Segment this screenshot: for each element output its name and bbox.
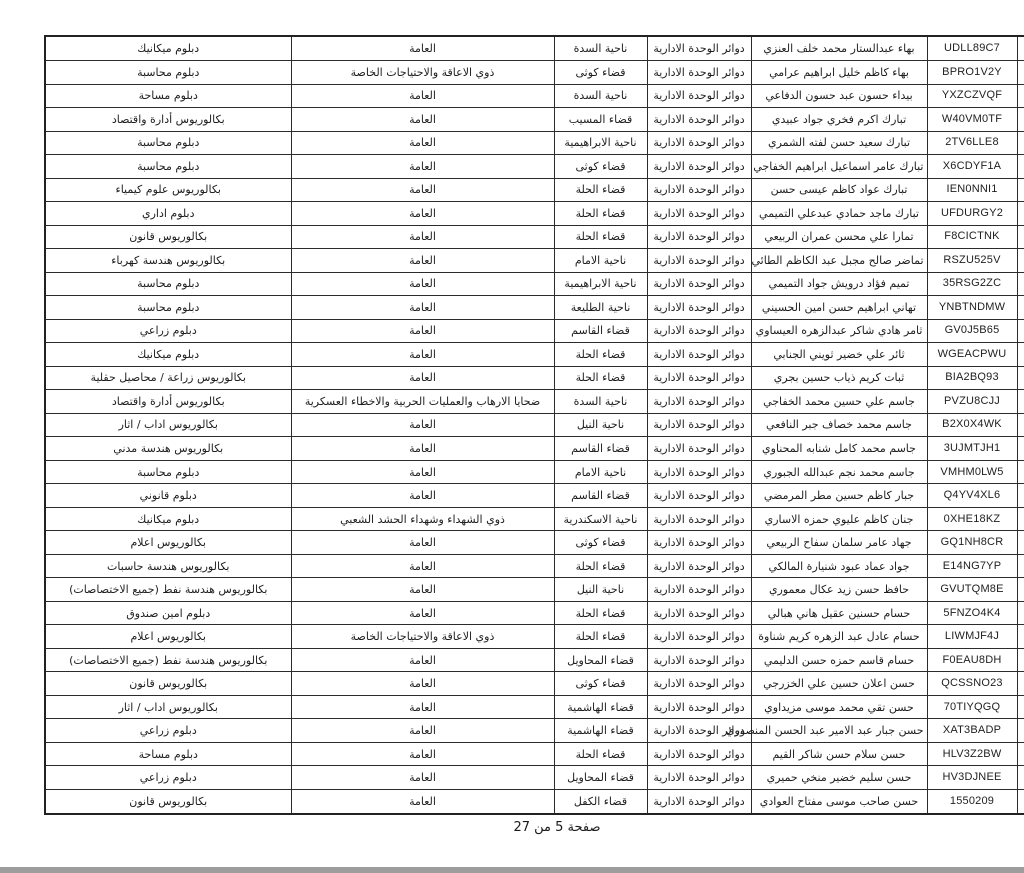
cell-education: دبلوم محاسبة	[45, 60, 291, 84]
cell-category: العامة	[291, 766, 554, 790]
cell-code: GV0J5B65	[927, 319, 1017, 343]
cell-name: تبارك ماجد حمادي عبدعلي التميمي	[751, 202, 927, 226]
table-row	[45, 648, 1024, 672]
cell-location: ناحية السدة	[554, 84, 647, 108]
cell-name: ثائر علي خضير ثويني الجنابي	[751, 343, 927, 367]
cell-location: ناحية السدة	[554, 390, 647, 414]
cell-location: ناحية الطليعة	[554, 296, 647, 320]
cell-code: Q4YV4XL6	[927, 484, 1017, 508]
cell-name: حسن سليم خضير منخي حميري	[751, 766, 927, 790]
cell-unit: دوائر الوحدة الادارية	[647, 531, 751, 555]
cell-location: ناحية السدة	[554, 36, 647, 60]
cell-unit: دوائر الوحدة الادارية	[647, 648, 751, 672]
cell-extra-clipped	[1017, 178, 1024, 202]
cell-education: دبلوم محاسبة	[45, 131, 291, 155]
cell-unit: دوائر الوحدة الادارية	[647, 789, 751, 814]
cell-extra-clipped	[1017, 601, 1024, 625]
cell-education: بكالوريوس هندسة نفط (جميع الاختصاصات)	[45, 648, 291, 672]
table-row	[45, 531, 1024, 555]
cell-extra-clipped	[1017, 343, 1024, 367]
cell-code: HLV3Z2BW	[927, 742, 1017, 766]
table-row	[45, 578, 1024, 602]
cell-code: IEN0NNI1	[927, 178, 1017, 202]
cell-code: HV3DJNEE	[927, 766, 1017, 790]
cell-name: ثامر هادي شاكر عبدالزهره العيساوي	[751, 319, 927, 343]
cell-category: العامة	[291, 319, 554, 343]
cell-location: قضاء كوثى	[554, 60, 647, 84]
cell-education: بكالوريوس قانون	[45, 225, 291, 249]
cell-location: قضاء القاسم	[554, 437, 647, 461]
cell-extra-clipped	[1017, 390, 1024, 414]
table-row	[45, 60, 1024, 84]
cell-code: F0EAU8DH	[927, 648, 1017, 672]
cell-unit: دوائر الوحدة الادارية	[647, 36, 751, 60]
table-row	[45, 84, 1024, 108]
cell-location: قضاء المحاويل	[554, 648, 647, 672]
table-row	[45, 249, 1024, 273]
cell-code: GVUTQM8E	[927, 578, 1017, 602]
cell-unit: دوائر الوحدة الادارية	[647, 507, 751, 531]
cell-code: B2X0X4WK	[927, 413, 1017, 437]
cell-extra-clipped	[1017, 719, 1024, 743]
cell-unit: دوائر الوحدة الادارية	[647, 319, 751, 343]
cell-unit: دوائر الوحدة الادارية	[647, 178, 751, 202]
cell-category: العامة	[291, 155, 554, 179]
cell-education: دبلوم امين صندوق	[45, 601, 291, 625]
cell-location: قضاء الحلة	[554, 366, 647, 390]
cell-education: دبلوم زراعي	[45, 319, 291, 343]
cell-code: YXZCZVQF	[927, 84, 1017, 108]
cell-location: قضاء الحلة	[554, 625, 647, 649]
cell-name: حسن صاحب موسى مفتاح العوادي	[751, 789, 927, 814]
cell-extra-clipped	[1017, 742, 1024, 766]
cell-extra-clipped	[1017, 108, 1024, 132]
cell-unit: دوائر الوحدة الادارية	[647, 60, 751, 84]
cell-extra-clipped	[1017, 249, 1024, 273]
table-row	[45, 672, 1024, 696]
cell-category: العامة	[291, 531, 554, 555]
cell-name: تميم فؤاد درويش جواد التميمي	[751, 272, 927, 296]
cell-extra-clipped	[1017, 60, 1024, 84]
cell-name: جنان كاظم عليوي حمزه الاساري	[751, 507, 927, 531]
cell-location: قضاء الكفل	[554, 789, 647, 814]
cell-code: 1550209	[927, 789, 1017, 814]
cell-category: العامة	[291, 437, 554, 461]
cell-unit: دوائر الوحدة الادارية	[647, 672, 751, 696]
table-row	[45, 719, 1024, 743]
cell-category: العامة	[291, 789, 554, 814]
cell-unit: دوائر الوحدة الادارية	[647, 343, 751, 367]
cell-location: قضاء القاسم	[554, 484, 647, 508]
cell-name: جهاد عامر سلمان سفاح الربيعي	[751, 531, 927, 555]
table-row	[45, 789, 1024, 814]
cell-name: تبارك اكرم فخري جواد عبيدي	[751, 108, 927, 132]
cell-unit: دوائر الوحدة الادارية	[647, 272, 751, 296]
cell-category: العامة	[291, 484, 554, 508]
cell-unit: دوائر الوحدة الادارية	[647, 155, 751, 179]
cell-education: بكالوريوس اعلام	[45, 625, 291, 649]
cell-location: قضاء كوثى	[554, 155, 647, 179]
cell-education: دبلوم زراعي	[45, 766, 291, 790]
cell-name: حسام حسنين عقيل هاني هبالي	[751, 601, 927, 625]
cell-education: بكالوريوس هندسة نفط (جميع الاختصاصات)	[45, 578, 291, 602]
table-row	[45, 484, 1024, 508]
cell-unit: دوائر الوحدة الادارية	[647, 719, 751, 743]
cell-extra-clipped	[1017, 484, 1024, 508]
cell-extra-clipped	[1017, 789, 1024, 814]
cell-education: بكالوريوس اداب / اثار	[45, 695, 291, 719]
cell-category: العامة	[291, 225, 554, 249]
cell-extra-clipped	[1017, 319, 1024, 343]
cell-extra-clipped	[1017, 131, 1024, 155]
page-number: صفحة 5 من 27	[513, 820, 601, 835]
cell-code: UFDURGY2	[927, 202, 1017, 226]
cell-location: ناحية الاسكندرية	[554, 507, 647, 531]
cell-category: ذوي الاعاقة والاحتياجات الخاصة	[291, 60, 554, 84]
cell-unit: دوائر الوحدة الادارية	[647, 578, 751, 602]
cell-category: العامة	[291, 648, 554, 672]
cell-category: العامة	[291, 36, 554, 60]
cell-extra-clipped	[1017, 648, 1024, 672]
cell-location: قضاء المحاويل	[554, 766, 647, 790]
cell-name: جاسم محمد خصاف جبر النافعي	[751, 413, 927, 437]
cell-extra-clipped	[1017, 531, 1024, 555]
cell-name: تبارك عواد كاظم عيسى حسن	[751, 178, 927, 202]
cell-code: 3UJMTJH1	[927, 437, 1017, 461]
table-row	[45, 202, 1024, 226]
cell-category: العامة	[291, 84, 554, 108]
cell-name: حسن اعلان حسين علي الخزرجي	[751, 672, 927, 696]
table-row	[45, 36, 1024, 60]
cell-category: العامة	[291, 554, 554, 578]
table-row	[45, 178, 1024, 202]
table-row	[45, 319, 1024, 343]
cell-name: ثبات كريم ذياب حسين بجري	[751, 366, 927, 390]
cell-unit: دوائر الوحدة الادارية	[647, 413, 751, 437]
cell-code: QCSSNO23	[927, 672, 1017, 696]
cell-unit: دوائر الوحدة الادارية	[647, 296, 751, 320]
table-row	[45, 343, 1024, 367]
cell-unit: دوائر الوحدة الادارية	[647, 202, 751, 226]
cell-location: ناحية النيل	[554, 578, 647, 602]
cell-category: العامة	[291, 296, 554, 320]
cell-code: BPRO1V2Y	[927, 60, 1017, 84]
cell-name: جبار كاظم حسين مطر المرمضي	[751, 484, 927, 508]
cell-education: بكالوريوس هندسة كهرباء	[45, 249, 291, 273]
cell-extra-clipped	[1017, 578, 1024, 602]
cell-extra-clipped	[1017, 460, 1024, 484]
cell-category: ذوي الشهداء وشهداء الحشد الشعبي	[291, 507, 554, 531]
cell-category: العامة	[291, 578, 554, 602]
cell-code: XAT3BADP	[927, 719, 1017, 743]
cell-code: F8CICTNK	[927, 225, 1017, 249]
cell-education: دبلوم اداري	[45, 202, 291, 226]
cell-extra-clipped	[1017, 766, 1024, 790]
cell-category: العامة	[291, 695, 554, 719]
table-row	[45, 554, 1024, 578]
cell-location: قضاء الحلة	[554, 554, 647, 578]
cell-location: قضاء الحلة	[554, 178, 647, 202]
cell-unit: دوائر الوحدة الادارية	[647, 742, 751, 766]
records-table	[44, 35, 1024, 815]
cell-name: حسن جبار عبد الامير عبد الحسن المنصوري	[751, 719, 927, 743]
cell-unit: دوائر الوحدة الادارية	[647, 625, 751, 649]
cell-name: حسام عادل عبد الزهره كريم شناوة	[751, 625, 927, 649]
cell-education: دبلوم مساحة	[45, 742, 291, 766]
cell-category: العامة	[291, 343, 554, 367]
cell-unit: دوائر الوحدة الادارية	[647, 766, 751, 790]
cell-location: ناحية الامام	[554, 460, 647, 484]
cell-education: بكالوريوس علوم كيمياء	[45, 178, 291, 202]
cell-unit: دوائر الوحدة الادارية	[647, 554, 751, 578]
cell-unit: دوائر الوحدة الادارية	[647, 84, 751, 108]
cell-extra-clipped	[1017, 155, 1024, 179]
cell-unit: دوائر الوحدة الادارية	[647, 601, 751, 625]
cell-name: تمارا علي محسن عمران الربيعي	[751, 225, 927, 249]
cell-name: بهاء كاظم خليل ابراهيم عرامي	[751, 60, 927, 84]
cell-name: حسام قاسم حمزه حسن الدليمي	[751, 648, 927, 672]
cell-education: دبلوم ميكانيك	[45, 343, 291, 367]
cell-education: بكالوريوس اداب / اثار	[45, 413, 291, 437]
cell-extra-clipped	[1017, 413, 1024, 437]
cell-extra-clipped	[1017, 36, 1024, 60]
table-row	[45, 413, 1024, 437]
cell-unit: دوائر الوحدة الادارية	[647, 437, 751, 461]
cell-name: جاسم محمد كامل شنابه المحناوي	[751, 437, 927, 461]
cell-location: قضاء الحلة	[554, 343, 647, 367]
cell-extra-clipped	[1017, 84, 1024, 108]
cell-category: العامة	[291, 249, 554, 273]
cell-unit: دوائر الوحدة الادارية	[647, 108, 751, 132]
cell-code: BIA2BQ93	[927, 366, 1017, 390]
cell-extra-clipped	[1017, 296, 1024, 320]
cell-extra-clipped	[1017, 672, 1024, 696]
cell-unit: دوائر الوحدة الادارية	[647, 225, 751, 249]
cell-education: دبلوم محاسبة	[45, 460, 291, 484]
table-row	[45, 225, 1024, 249]
records-table-body	[45, 36, 1024, 814]
cell-name: حافظ حسن زيد عكال معموري	[751, 578, 927, 602]
table-row	[45, 108, 1024, 132]
cell-category: العامة	[291, 272, 554, 296]
cell-category: العامة	[291, 413, 554, 437]
table-row	[45, 625, 1024, 649]
table-row	[45, 272, 1024, 296]
cell-location: قضاء القاسم	[554, 319, 647, 343]
cell-category: العامة	[291, 366, 554, 390]
cell-location: قضاء كوثى	[554, 672, 647, 696]
cell-extra-clipped	[1017, 202, 1024, 226]
cell-location: قضاء الحلة	[554, 742, 647, 766]
cell-education: بكالوريوس قانون	[45, 672, 291, 696]
cell-name: تهاني ابراهيم حسن امين الحسيني	[751, 296, 927, 320]
cell-name: جاسم محمد نجم عبدالله الجبوري	[751, 460, 927, 484]
cell-education: بكالوريوس أدارة واقتصاد	[45, 390, 291, 414]
cell-education: دبلوم قانوني	[45, 484, 291, 508]
cell-education: بكالوريوس قانون	[45, 789, 291, 814]
cell-code: 35RSG2ZC	[927, 272, 1017, 296]
cell-location: قضاء المسيب	[554, 108, 647, 132]
table-row	[45, 390, 1024, 414]
cell-unit: دوائر الوحدة الادارية	[647, 460, 751, 484]
cell-code: YNBTNDMW	[927, 296, 1017, 320]
cell-name: تبارك عامر اسماعيل ابراهيم الخفاجي	[751, 155, 927, 179]
cell-extra-clipped	[1017, 625, 1024, 649]
cell-category: العامة	[291, 460, 554, 484]
cell-category: ضحايا الارهاب والعمليات الحربية والاخطاء العسكرية	[291, 390, 554, 414]
table-row	[45, 601, 1024, 625]
cell-education: دبلوم ميكانيك	[45, 507, 291, 531]
cell-code: GQ1NH8CR	[927, 531, 1017, 555]
table-row	[45, 155, 1024, 179]
cell-education: دبلوم محاسبة	[45, 272, 291, 296]
cell-code: 5FNZO4K4	[927, 601, 1017, 625]
cell-category: العامة	[291, 601, 554, 625]
cell-location: ناحية الامام	[554, 249, 647, 273]
table-row	[45, 695, 1024, 719]
cell-code: LIWMJF4J	[927, 625, 1017, 649]
cell-education: دبلوم زراعي	[45, 719, 291, 743]
cell-category: العامة	[291, 672, 554, 696]
cell-category: ذوي الاعاقة والاحتياجات الخاصة	[291, 625, 554, 649]
cell-unit: دوائر الوحدة الادارية	[647, 249, 751, 273]
table-row	[45, 437, 1024, 461]
cell-extra-clipped	[1017, 695, 1024, 719]
cell-education: بكالوريوس اعلام	[45, 531, 291, 555]
cell-code: RSZU525V	[927, 249, 1017, 273]
cell-extra-clipped	[1017, 366, 1024, 390]
cell-unit: دوائر الوحدة الادارية	[647, 366, 751, 390]
cell-category: العامة	[291, 131, 554, 155]
cell-extra-clipped	[1017, 437, 1024, 461]
cell-education: بكالوريوس زراعة / محاصيل حقلية	[45, 366, 291, 390]
table-row	[45, 460, 1024, 484]
table-row	[45, 766, 1024, 790]
cell-location: قضاء الحلة	[554, 202, 647, 226]
cell-education: بكالوريوس أدارة واقتصاد	[45, 108, 291, 132]
cell-category: العامة	[291, 108, 554, 132]
cell-education: بكالوريوس هندسة حاسبات	[45, 554, 291, 578]
table-row	[45, 507, 1024, 531]
cell-extra-clipped	[1017, 507, 1024, 531]
cell-name: حسن سلام حسن شاكر القيم	[751, 742, 927, 766]
cell-name: بهاء عبدالستار محمد خلف العنزي	[751, 36, 927, 60]
cell-education: دبلوم مساحة	[45, 84, 291, 108]
cell-education: بكالوريوس هندسة مدني	[45, 437, 291, 461]
cell-code: UDLL89C7	[927, 36, 1017, 60]
cell-name: جواد عماد عبود شنيارة المالكي	[751, 554, 927, 578]
cell-code: W40VM0TF	[927, 108, 1017, 132]
window-bottom-bar	[0, 867, 1024, 873]
cell-unit: دوائر الوحدة الادارية	[647, 484, 751, 508]
cell-name: جاسم علي حسين محمد الخفاجي	[751, 390, 927, 414]
table-row	[45, 131, 1024, 155]
cell-name: تبارك سعيد حسن لفته الشمري	[751, 131, 927, 155]
cell-location: قضاء الحلة	[554, 601, 647, 625]
cell-code: 70TIYQGQ	[927, 695, 1017, 719]
cell-category: العامة	[291, 742, 554, 766]
cell-location: ناحية الابراهيمية	[554, 131, 647, 155]
cell-extra-clipped	[1017, 272, 1024, 296]
cell-code: WGEACPWU	[927, 343, 1017, 367]
cell-extra-clipped	[1017, 554, 1024, 578]
cell-location: قضاء الهاشمية	[554, 695, 647, 719]
cell-location: ناحية النيل	[554, 413, 647, 437]
cell-location: قضاء الهاشمية	[554, 719, 647, 743]
cell-category: العامة	[291, 202, 554, 226]
cell-code: 0XHE18KZ	[927, 507, 1017, 531]
cell-education: دبلوم محاسبة	[45, 296, 291, 320]
cell-code: X6CDYF1A	[927, 155, 1017, 179]
cell-education: دبلوم ميكانيك	[45, 36, 291, 60]
cell-location: ناحية الابراهيمية	[554, 272, 647, 296]
cell-unit: دوائر الوحدة الادارية	[647, 695, 751, 719]
cell-name: تماضر صالح مجبل عبد الكاظم الطائي	[751, 249, 927, 273]
cell-code: VMHM0LW5	[927, 460, 1017, 484]
table-row	[45, 366, 1024, 390]
cell-category: العامة	[291, 178, 554, 202]
table-row	[45, 296, 1024, 320]
table-row	[45, 742, 1024, 766]
cell-name: حسن تقي محمد موسى مزيداوي	[751, 695, 927, 719]
cell-code: E14NG7YP	[927, 554, 1017, 578]
cell-unit: دوائر الوحدة الادارية	[647, 131, 751, 155]
cell-name: بيداء حسون عبد حسون الدفاعي	[751, 84, 927, 108]
cell-unit: دوائر الوحدة الادارية	[647, 390, 751, 414]
cell-education: دبلوم محاسبة	[45, 155, 291, 179]
cell-code: 2TV6LLE8	[927, 131, 1017, 155]
cell-code: PVZU8CJJ	[927, 390, 1017, 414]
cell-location: قضاء الحلة	[554, 225, 647, 249]
cell-location: قضاء كوثى	[554, 531, 647, 555]
cell-extra-clipped	[1017, 225, 1024, 249]
cell-category: العامة	[291, 719, 554, 743]
